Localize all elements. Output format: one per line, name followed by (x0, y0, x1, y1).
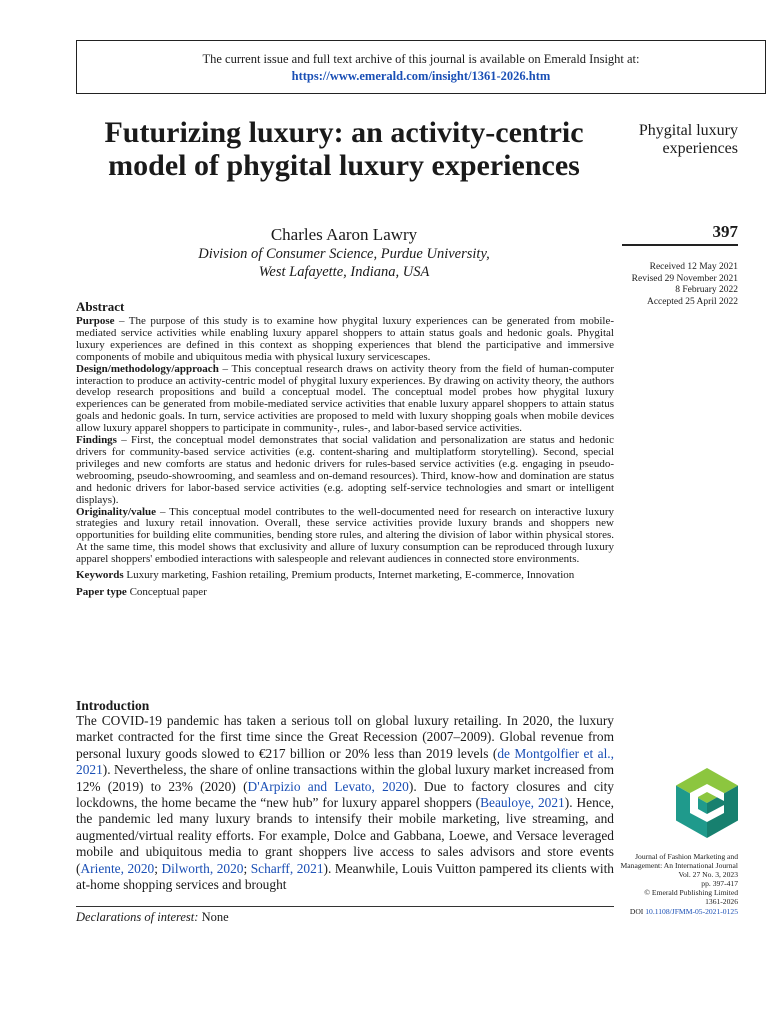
declarations-label: Declarations of interest: (76, 910, 199, 924)
affiliation-line-2: West Lafayette, Indiana, USA (258, 264, 430, 280)
journal-doi (608, 907, 738, 916)
notice-text: The current issue and full text archive of this journal is available on Emerald Insight at: (202, 52, 640, 66)
footnote-rule (76, 906, 614, 907)
intro-text-4: ). Hence, the pandemic led many luxury brands to intensify their mobile marketing, live streaming, and augmented/virtual reality efforts. For example, Dolce and Gabbana, Loewe, and Versace leveraged mobile and ubiquitous media to grant shoppers live access to sales advisors and store events ( (76, 795, 614, 876)
affiliation-line-1: Division of Consumer Science, Purdue University, (198, 246, 490, 262)
journal-pages: pp. 397-417 (701, 879, 738, 889)
revised-date: Revised 29 November 2021 (631, 273, 738, 284)
paper-type (76, 587, 614, 599)
design-label: Design/methodology/approach (76, 362, 219, 375)
journal-issn: 1361-2026 (705, 897, 738, 907)
citation-link[interactable]: D'Arpizio and Levato, 2020 (247, 778, 409, 794)
article-author: Charles Aaron Lawry (270, 225, 418, 244)
abstract-originality (76, 507, 614, 567)
originality-label: Originality/value (76, 505, 157, 518)
received-date: Received 12 May 2021 (649, 262, 738, 272)
journal-publisher: © Emerald Publishing Limited (644, 888, 738, 898)
author-affiliation (76, 245, 612, 281)
sidebar-rule (622, 244, 738, 246)
declarations-footnote (76, 910, 229, 925)
citation-link[interactable]: Scharff, 2021 (250, 860, 324, 876)
abstract-findings (76, 435, 614, 506)
journal-url-link[interactable]: https://www.emerald.com/insight/1361-2026.htm (291, 69, 551, 83)
citation-link[interactable]: Beauloye, 2021 (480, 795, 565, 811)
running-title: Phygital luxury experiences (638, 122, 738, 157)
citation-link[interactable]: de Montgolfier et al., 2021 (76, 745, 614, 778)
paper-type-text: Conceptual paper (126, 585, 207, 598)
journal-name: Journal of Fashion Marketing and Management: An International Journal (620, 852, 738, 871)
abstract-heading: Abstract (76, 299, 125, 314)
emerald-logo (676, 768, 738, 838)
intro-text-5: ). Meanwhile, Louis Vuitton pampered its clients with at-home shopping services and brought (76, 860, 614, 893)
intro-text-1: The COVID-19 pandemic has taken a serious toll on global luxury retailing. In 2020, the luxury market contracted for the first time since the Great Recession (2007–2009). Global revenue from personal luxury goods slowed to €217 billion or 20% less than 2019 levels ( (76, 713, 614, 761)
citation-link[interactable]: Dilworth, 2020 (161, 860, 244, 876)
purpose-text: – The purpose of this study is to examine how phygital luxury experiences can be generated from mobile-mediated service activities while enabling luxury apparel shoppers to attain status goals and hedonic goals. Phygital luxury experiences are defined in this context as shopping experiences that blend the participative and immersive components of mobile and ubiquitous media with physical luxury servicescapes. (76, 315, 614, 363)
article-title: Futurizing luxury: an activity-centric model of phygital luxury experiences (104, 116, 584, 182)
keywords (76, 570, 614, 582)
findings-text: – First, the conceptual model demonstrates that social validation and personalization are status and hedonic drivers for community-based service activities (e.g. content-sharing and multiplatform storytelling). Second, special privileges and new comforts are status and hedonic drivers for rules-based service activities (e.g. engaging in pseudo-webrooming, pseudo-showrooming, and seamless and on-demand resources). Third, know-how and domination are status and hedonic drivers for labor-based service activities (e.g. adopting self-service technologies and smart or intelligent displays). (76, 434, 614, 506)
doi-link[interactable]: 10.1108/JFMM-05-2021-0125 (645, 906, 738, 916)
journal-info (608, 852, 738, 916)
intro-text-3: ). Due to factory closures and city lockdowns, the home became the “new hub” for luxury apparel shoppers ( (76, 778, 614, 811)
citation-separator: ; (154, 860, 162, 876)
keywords-text: Luxury marketing, Fashion retailing, Premium products, Internet marketing, E-commerce, Innovation (123, 569, 575, 582)
citation-separator: ; (243, 860, 251, 876)
introduction-paragraph (76, 713, 614, 893)
page-number: 397 (712, 222, 738, 241)
design-text: – This conceptual research draws on activity theory from the field of human-computer interaction to produce an activity-centric model of phygital luxury experiences. By drawing on activity theory, the authors develop research propositions and build a conceptual model. The conceptual model probes how phygital luxury experiences can be generated from mobile-mediated service activities that enable luxury apparel shoppers to attain status goals and hedonic goals. In turn, service activities are proposed to meld with luxury shopping goals when mobile devices allow luxury apparel shoppers to participate in community-, rules-, and labor-based service activities. (76, 362, 614, 435)
journal-notice-box (76, 40, 766, 94)
citation-link[interactable]: Ariente, 2020 (80, 860, 155, 876)
originality-text: – This conceptual model contributes to the well-documented need for research on interactive luxury strategies and luxury retail innovation. Overall, these service activities provide luxury brands and shoppers new opportunities for building elite communities, bending store rules, and altering the division of labor within physical stores. At the same time, this model shows that exclusivity and allure of luxury consumption can be reproduced through luxury apparel shoppers' embodied interactions with salespeople and relevant audiences in connected store environments. (76, 505, 614, 566)
introduction-heading: Introduction (76, 698, 150, 713)
accepted-date: Accepted 25 April 2022 (646, 296, 738, 307)
introduction-section (76, 698, 614, 893)
intro-text-2: ). Nevertheless, the share of online transactions within the global luxury market increased from 12% (2019) to 23% (2020) ( (76, 762, 614, 794)
abstract-section (76, 299, 614, 599)
declarations-value: None (198, 910, 229, 924)
journal-volume: Vol. 27 No. 3, 2023 (678, 870, 738, 880)
purpose-label: Purpose (76, 315, 115, 327)
doi-label: DOI (629, 906, 646, 916)
revised-date-2: 8 February 2022 (675, 285, 738, 295)
paper-type-label: Paper type (76, 585, 127, 598)
abstract-purpose (76, 316, 614, 364)
keywords-label: Keywords (76, 569, 124, 582)
findings-label: Findings (76, 434, 117, 447)
abstract-design (76, 364, 614, 435)
